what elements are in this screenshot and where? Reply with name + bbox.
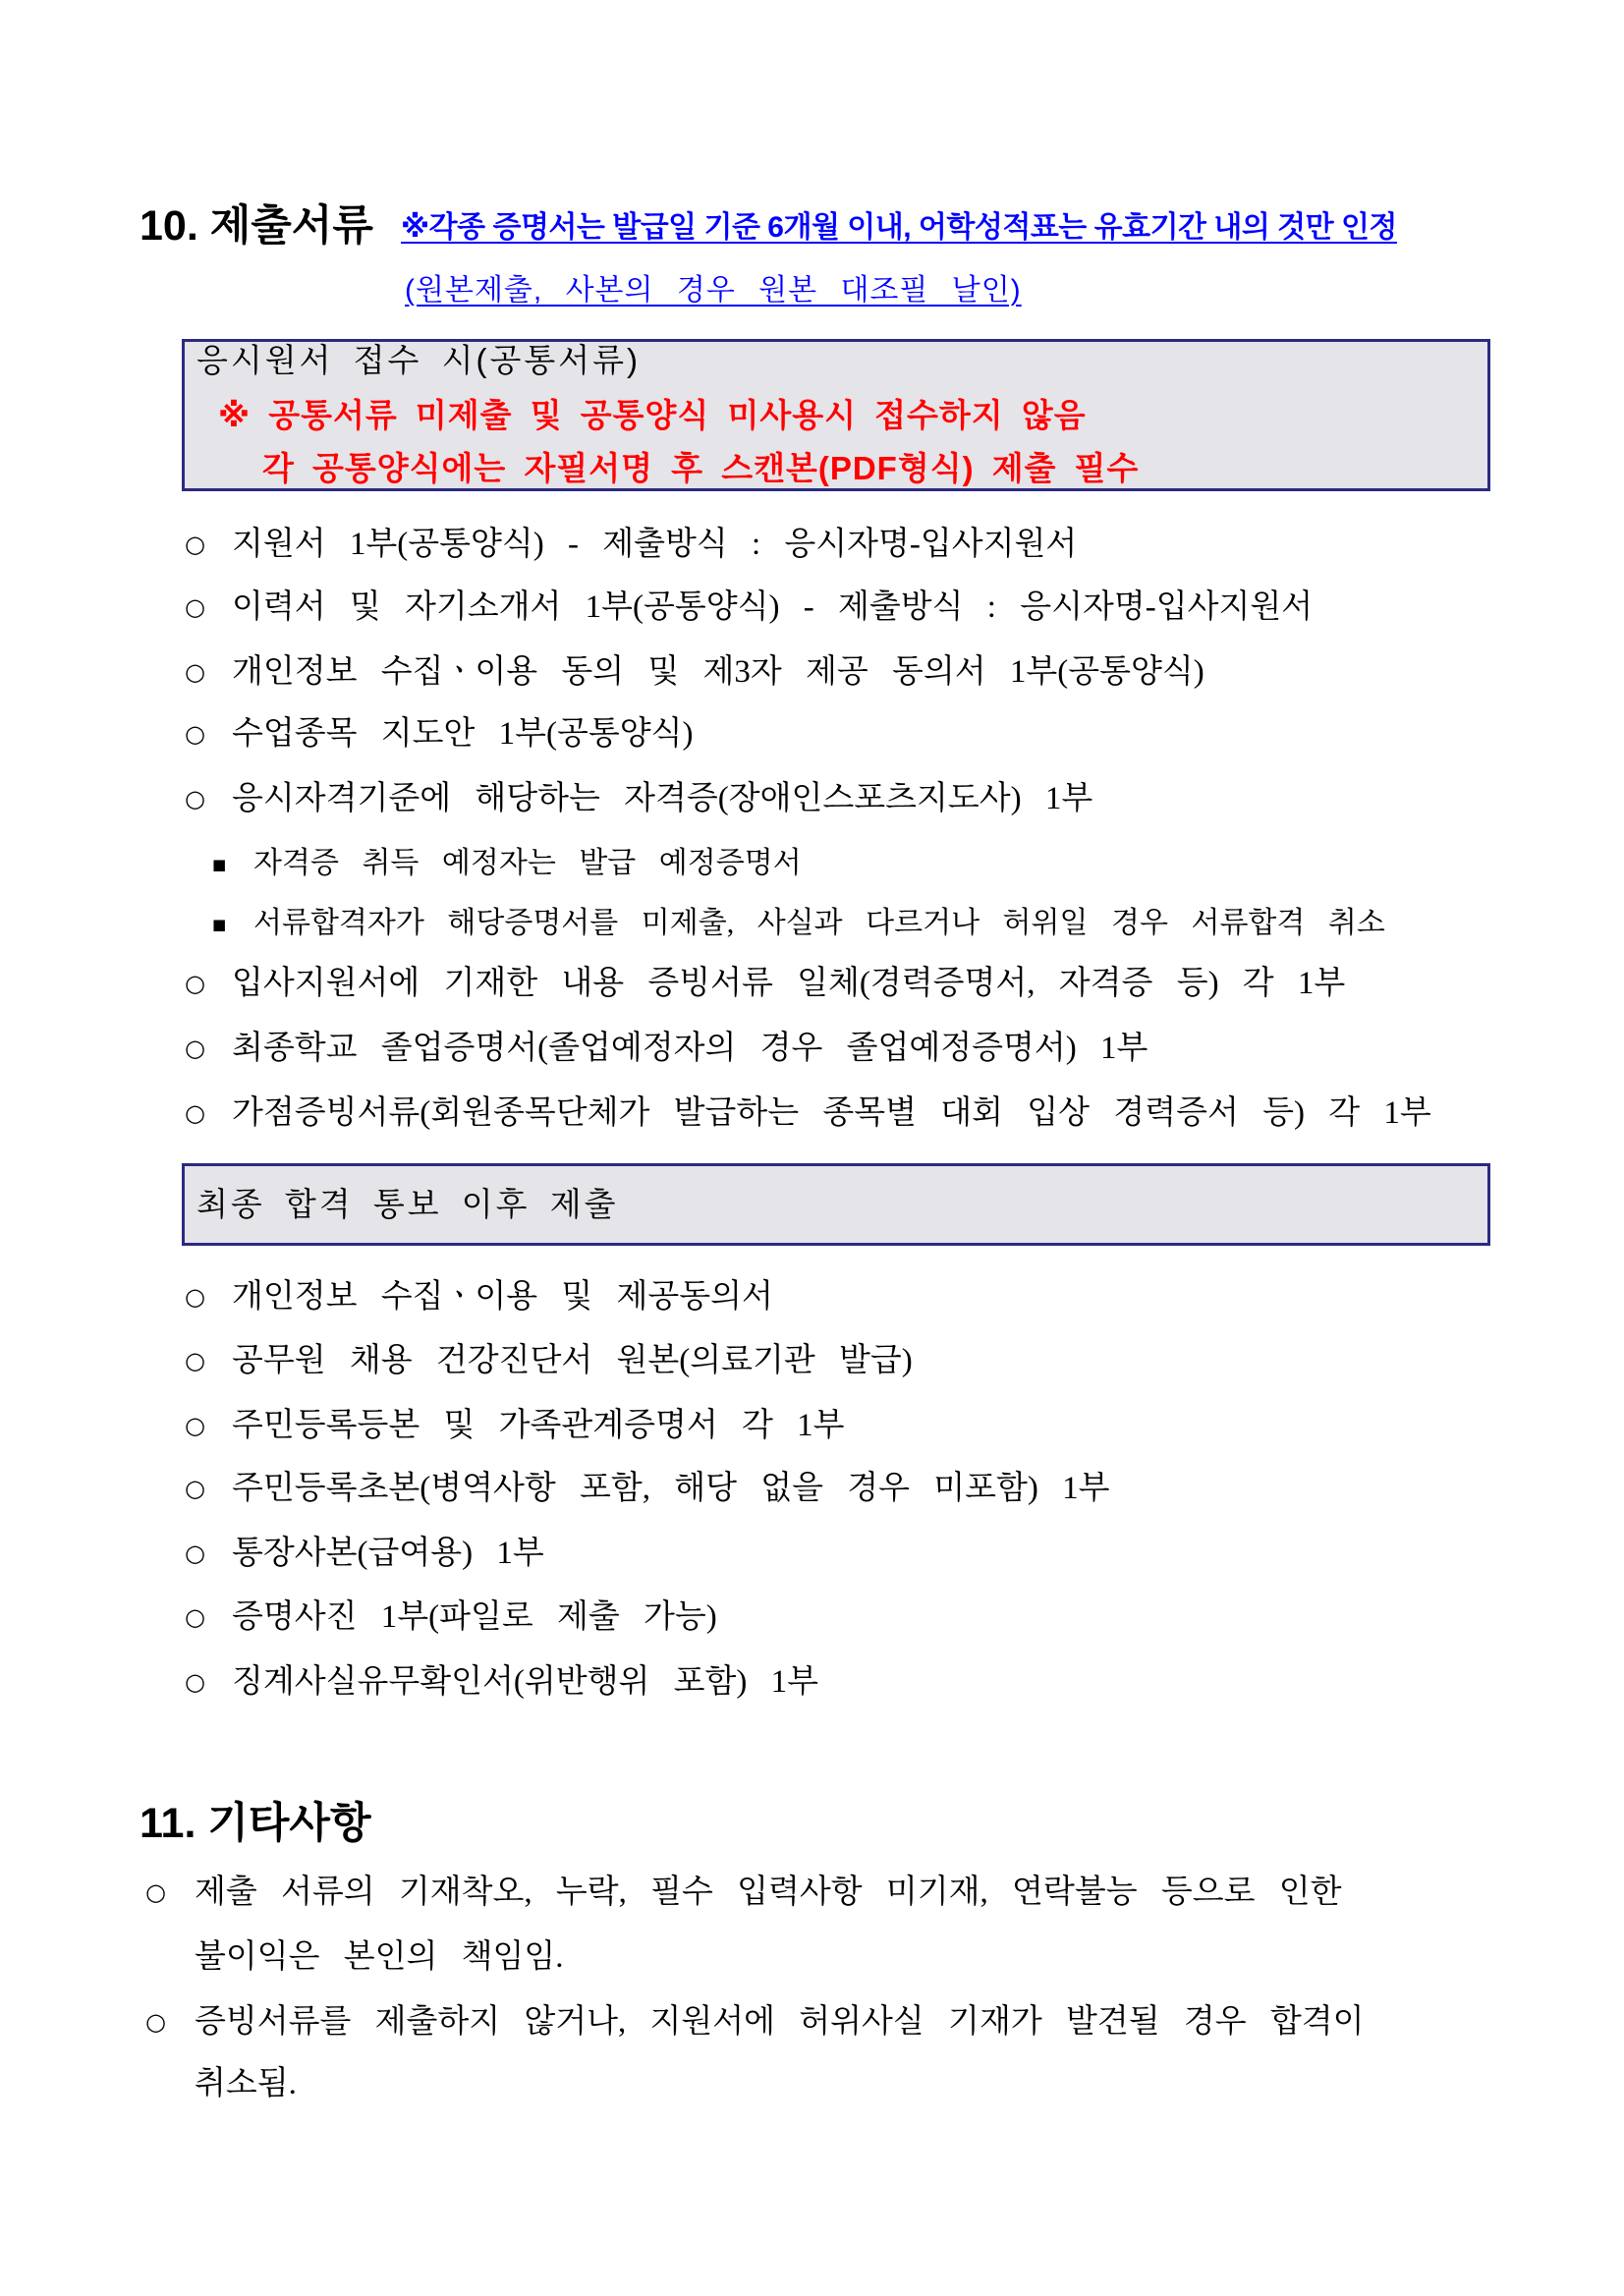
final-docs-box (182, 1163, 1490, 1246)
list-item (185, 1092, 1431, 1135)
list-item (185, 1596, 717, 1639)
list-item (185, 586, 1313, 629)
list-item-text: 이력서 및 자기소개서 1부(공통양식) - 제출방식 : 응시자명-입사지원서 (232, 589, 1314, 625)
circle-bullet-icon: ○ (185, 1412, 205, 1439)
list-item (185, 962, 1345, 1005)
circle-bullet-icon: ○ (185, 593, 205, 621)
circle-bullet-icon: ○ (185, 1668, 205, 1696)
list-item-text: 최종학교 졸업증명서(졸업예정자의 경우 졸업예정증명서) 1부 (232, 1031, 1148, 1066)
circle-bullet-icon: ○ (185, 658, 205, 686)
validity-notice: ※각종 증명서는 발급일 기준 6개월 이내, 어학성적표는 유효기간 내의 것만 인정 (401, 211, 1397, 244)
list-item (185, 1027, 1148, 1070)
remark-continuation-line: 불이익은 본인의 책임임. (195, 1939, 564, 1975)
list-item-text: 지원서 1부(공통양식) - 제출방식 : 응시자명-입사지원서 (232, 527, 1078, 562)
list-item-text: 공무원 채용 건강진단서 원본(의료기관 발급) (232, 1343, 913, 1378)
list-item-text: 개인정보 수집ㆍ이용 및 제공동의서 (232, 1279, 773, 1315)
list-item (185, 1660, 818, 1704)
remark-continuation-line: 취소됨. (195, 2066, 297, 2101)
circle-bullet-icon: ○ (185, 785, 205, 812)
list-item (185, 523, 1077, 566)
circle-bullet-icon: ○ (185, 1035, 205, 1062)
list-item-text: 징계사실유무확인서(위반행위 포함) 1부 (232, 1664, 819, 1700)
list-item-text: 통장사본(급여용) 1부 (232, 1536, 544, 1571)
list-item-text: 개인정보 수집ㆍ이용 동의 및 제3자 제공 동의서 1부(공통양식) (232, 654, 1204, 690)
sub-list-item-text: 자격증 취득 예정자는 발급 예정증명서 (253, 847, 802, 879)
circle-bullet-icon: ○ (185, 1540, 205, 1567)
original-copy-notice: (원본제출, 사본의 경우 원본 대조필 날인) (405, 274, 1022, 307)
application-warning-line-1: ※ 공통서류 미제출 및 공통양식 미사용시 접수하지 않음 (218, 397, 1087, 433)
circle-bullet-icon: ○ (185, 970, 205, 997)
list-item-text: 증명사진 1부(파일로 제출 가능) (232, 1599, 717, 1635)
circle-bullet-icon: ○ (185, 720, 205, 748)
final-box-title: 최종 합격 통보 이후 제출 (196, 1186, 619, 1222)
circle-bullet-icon: ○ (185, 1283, 205, 1311)
list-item (185, 712, 694, 756)
list-item-text: 응시자격기준에 해당하는 자격증(장애인스포츠지도사) 1부 (232, 781, 1093, 816)
circle-bullet-icon: ○ (185, 531, 205, 558)
remark-line (145, 1871, 1341, 1914)
list-item (185, 1467, 1110, 1510)
list-item-text: 수업종목 지도안 1부(공통양식) (232, 716, 694, 752)
square-bullet-icon: ■ (212, 916, 227, 933)
remark-text: 제출 서류의 기재착오, 누락, 필수 입력사항 미기재, 연락불능 등으로 인한 (195, 1875, 1342, 1910)
application-box-title: 응시원서 접수 시(공통서류) (196, 342, 641, 378)
list-item (185, 777, 1092, 820)
circle-bullet-icon: ○ (185, 1347, 205, 1374)
application-docs-box (182, 339, 1490, 491)
circle-bullet-icon: ○ (185, 1603, 205, 1631)
list-item-text: 입사지원서에 기재한 내용 증빙서류 일체(경력증명서, 자격증 등) 각 1부 (232, 966, 1346, 1001)
circle-bullet-icon: ○ (185, 1099, 205, 1127)
remark-text: 증빙서류를 제출하지 않거나, 지원서에 허위사실 기재가 발견될 경우 합격이 (195, 2004, 1365, 2040)
list-item-text: 주민등록초본(병역사항 포함, 해당 없을 경우 미포함) 1부 (232, 1471, 1110, 1506)
list-item (185, 1532, 544, 1575)
sub-list-item (212, 841, 802, 884)
list-item (185, 1404, 845, 1447)
list-item (185, 1275, 773, 1318)
list-item (185, 650, 1204, 694)
application-warning-line-2: 각 공통양식에는 자필서명 후 스캔본(PDF형식) 제출 필수 (262, 450, 1140, 486)
sub-list-item-text: 서류합격자가 해당증명서를 미제출, 사실과 다르거나 허위일 경우 서류합격 취소 (253, 907, 1385, 939)
list-item-text: 주민등록등본 및 가족관계증명서 각 1부 (232, 1408, 845, 1443)
section-10-heading: 10. 제출서류 (140, 202, 373, 250)
sub-list-item (212, 901, 1385, 944)
list-item-text: 가점증빙서류(회원종목단체가 발급하는 종목별 대회 입상 경력증서 등) 각 1부 (232, 1095, 1431, 1131)
remark-line (145, 2000, 1364, 2044)
circle-bullet-icon: ○ (145, 2008, 166, 2036)
circle-bullet-icon: ○ (185, 1475, 205, 1502)
list-item (185, 1339, 913, 1382)
circle-bullet-icon: ○ (145, 1878, 166, 1906)
section-11-heading: 11. 기타사항 (140, 1800, 371, 1847)
square-bullet-icon: ■ (212, 856, 227, 873)
